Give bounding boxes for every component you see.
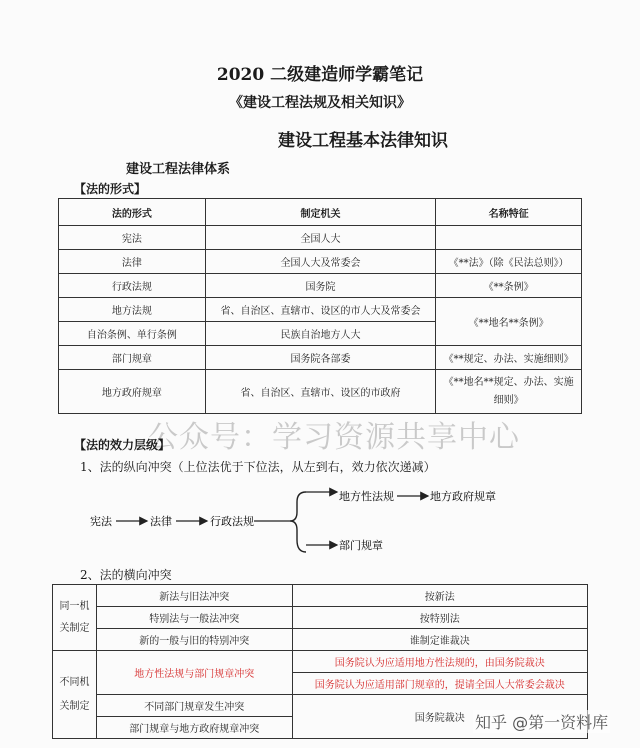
feature-cell: 《**地名**条例》 — [436, 298, 582, 346]
feature-cell: 《**条例》 — [436, 274, 582, 298]
conflict-cell: 新法与旧法冲突 — [96, 585, 292, 607]
feature-cell: 《**地名**规定、办法、实施细则》 — [436, 370, 582, 414]
conflict-cell: 不同部门规章发生冲突 — [96, 695, 292, 717]
rule-cell: 国务院裁决 — [292, 695, 587, 739]
table-row — [53, 629, 588, 651]
node-constitution: 宪法 — [90, 515, 112, 528]
form-cell: 地方政府规章 — [59, 370, 206, 414]
rule-cell-highlight: 国务院认为应适用部门规章的，提请全国人大常委会裁决 — [292, 673, 587, 695]
conflict-cell: 新的一般与旧的特别冲突 — [96, 629, 292, 651]
feature-cell: 《**规定、办法、实施细则》 — [436, 346, 582, 370]
diff-organ-label: 不同机关制定 — [53, 651, 97, 739]
node-dept: 部门规章 — [339, 539, 383, 552]
header-form: 法的形式 — [59, 199, 206, 226]
conflict-cell: 部门规章与地方政府规章冲突 — [96, 717, 292, 739]
branch-brace — [290, 492, 306, 552]
vertical-conflict-title: 1、法的纵向冲突（上位法优于下位法，从左到右，效力依次递减） — [80, 460, 436, 474]
rule-cell: 按特别法 — [292, 607, 587, 629]
doc-title: 2020 二级建造师学霸笔记 — [216, 65, 424, 85]
feature-cell: 《**法》（除《民法总则》） — [436, 250, 582, 274]
rule-cell: 谁制定谁裁决 — [292, 629, 587, 651]
table-row — [53, 607, 588, 629]
horizontal-conflict-title: 2、法的横向冲突 — [80, 568, 172, 582]
conflict-cell-highlight: 地方性法规与部门规章冲突 — [96, 651, 292, 695]
form-cell: 地方法规 — [59, 298, 206, 322]
forms-label: 【法的形式】 — [74, 182, 147, 196]
organ-cell: 国务院各部委 — [205, 346, 436, 370]
zhihu-watermark: 知乎 @第一资料库 — [473, 710, 610, 733]
table-row — [53, 651, 588, 673]
header-organ: 制定机关 — [205, 199, 436, 226]
node-law: 法律 — [150, 515, 172, 528]
chapter-heading: 建设工程基本法律知识 — [278, 131, 448, 151]
organ-cell: 国务院 — [205, 274, 436, 298]
organ-cell: 省、自治区、直辖市、设区的市政府 — [205, 370, 436, 414]
form-cell: 法律 — [59, 250, 206, 274]
form-cell: 自治条例、单行条例 — [59, 322, 206, 346]
form-cell: 部门规章 — [59, 346, 206, 370]
rule-cell: 按新法 — [292, 585, 587, 607]
organ-cell: 全国人大及常委会 — [205, 250, 436, 274]
organ-cell: 民族自治地方人大 — [205, 322, 436, 346]
rule-cell-highlight: 国务院认为应适用地方性法规的，由国务院裁决 — [292, 651, 587, 673]
effect-label: 【法的效力层级】 — [74, 438, 171, 452]
node-local: 地方性法规 — [339, 490, 394, 503]
node-admin: 行政法规 — [210, 515, 254, 528]
watermark: 公众号：学习资源共享中心 — [148, 420, 520, 455]
node-local-gov: 地方政府规章 — [430, 490, 496, 503]
organ-cell: 省、自治区、直辖市、设区的市人大及常委会 — [205, 298, 436, 322]
table-row — [53, 585, 588, 607]
header-feature: 名称特征 — [436, 199, 582, 226]
same-organ-label: 同一机关制定 — [53, 585, 97, 651]
organ-cell: 全国人大 — [205, 226, 436, 250]
section-heading: 建设工程法律体系 — [126, 162, 231, 177]
form-cell: 行政法规 — [59, 274, 206, 298]
form-cell: 宪法 — [59, 226, 206, 250]
doc-subtitle: 《建设工程法规及相关知识》 — [229, 95, 411, 111]
conflict-cell: 特别法与一般法冲突 — [96, 607, 292, 629]
